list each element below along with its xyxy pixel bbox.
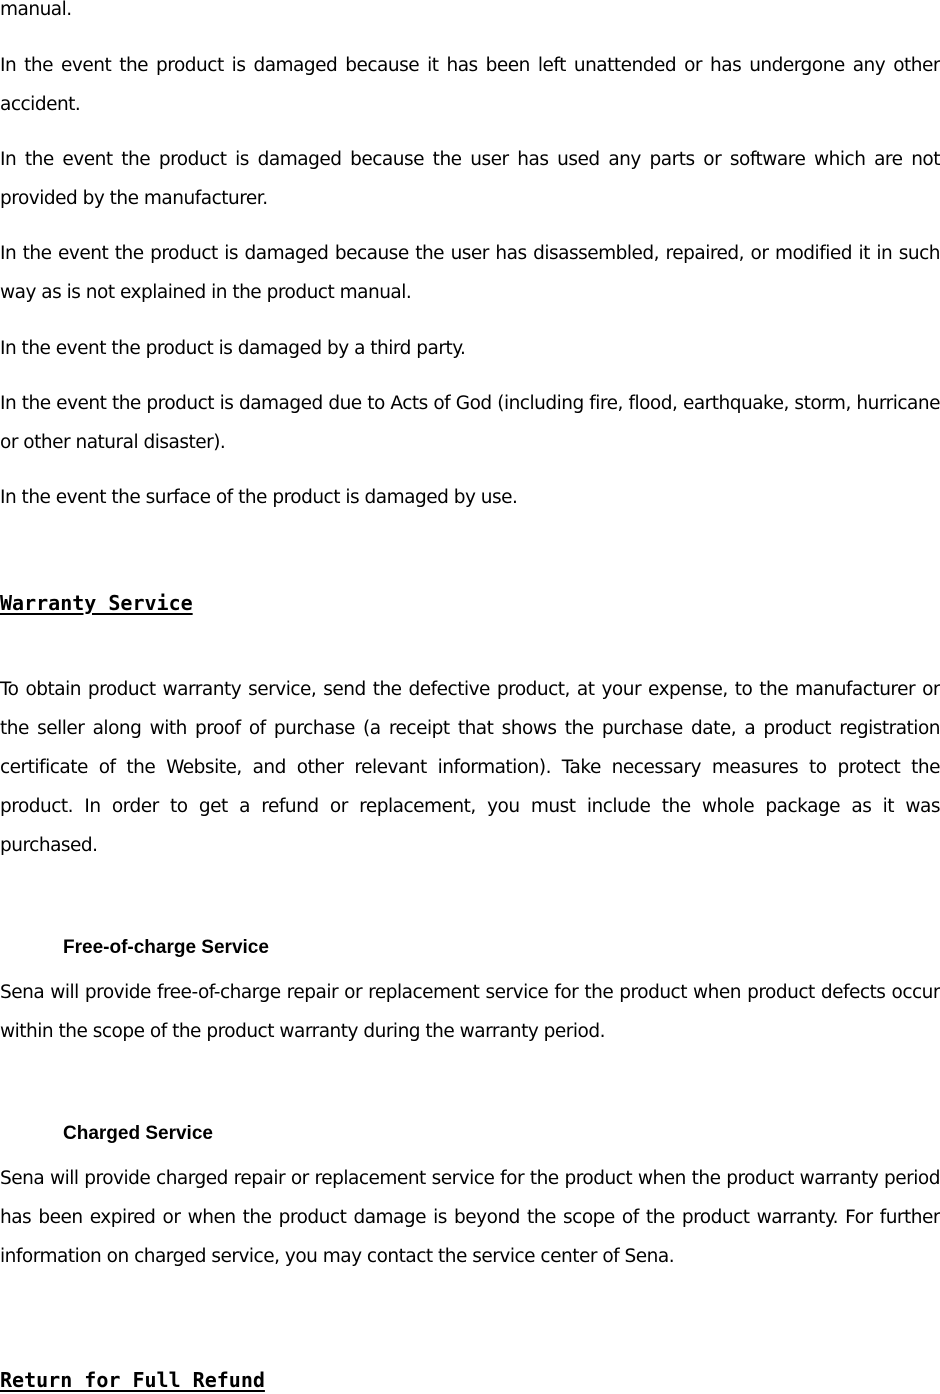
charged-service-body: Sena will provide charged repair or replacement service for the product when the product warranty period has been expired or when the product damage is beyond the scope of the product warranty. For further information on charged service, you may contact the service center of Sena. <box>0 1168 940 1267</box>
exclusion-item: In the event the surface of the product is damaged by use. <box>0 487 518 508</box>
free-service-body: Sena will provide free-of-charge repair or replacement service for the product when product defects occur within the scope of the product warranty during the warranty period. <box>0 982 940 1042</box>
continuation-text: manual. <box>0 0 72 20</box>
exclusion-item: In the event the product is damaged because the user has disassembled, repaired, or modified it in such way as is not explained in the product manual. <box>0 243 940 303</box>
warranty-service-heading: Warranty Service <box>0 591 193 615</box>
exclusion-item: In the event the product is damaged because the user has used any parts or software which are not provided by the manufacturer. <box>0 149 940 209</box>
exclusion-item: In the event the product is damaged due to Acts of God (including fire, flood, earthquake, storm, hurricane or other natural disaster). <box>0 393 940 453</box>
exclusion-item: In the event the product is damaged by a third party. <box>0 338 466 359</box>
free-service-heading: Free-of-charge Service <box>63 937 269 958</box>
exclusion-item: In the event the product is damaged because it has been left unattended or has undergone any other accident. <box>0 55 940 115</box>
charged-service-heading: Charged Service <box>63 1123 213 1144</box>
return-refund-heading: Return for Full Refund <box>0 1368 265 1392</box>
warranty-service-body: To obtain product warranty service, send the defective product, at your expense, to the manufacturer or the seller along with proof of purchase (a receipt that shows the purchase date, a product registration certificate of the Website, and other relevant information). Take necessary measures to protect the product. In order to get a refund or replacement, you must include the whole package as it was purchased. <box>0 679 940 856</box>
